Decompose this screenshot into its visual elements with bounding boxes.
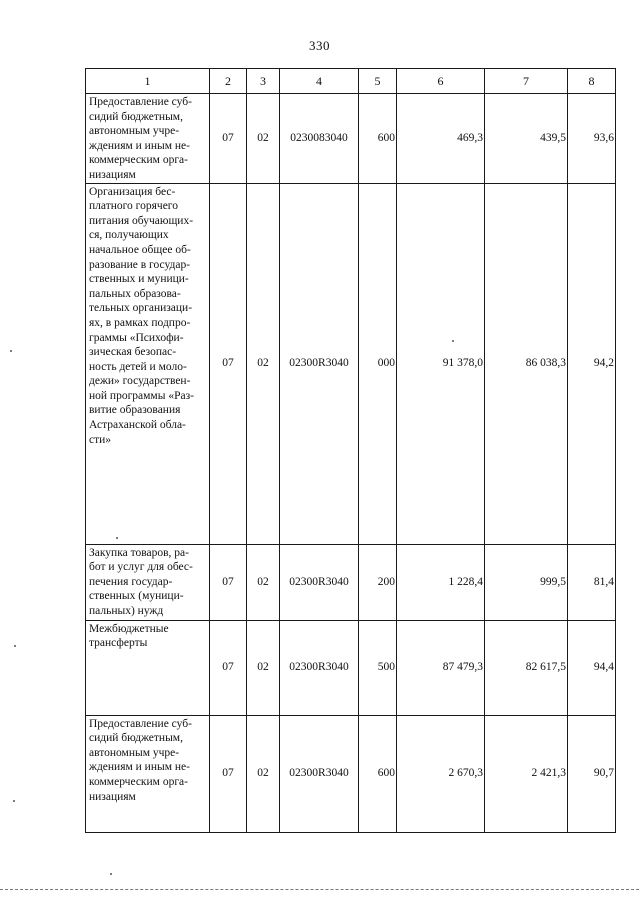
row-name: Организация бес- платного горячего питания обучающих- ся, получающих начальное общее об- разование в государ- ственных и муници- пальных образова- тельных организаци- ях, в рамках подпро- граммы «Психофи- зическая безопас- ность детей и моло- дежи» государствен- ной программы «Раз- витие образования Астраханской обла- сти» bbox=[86, 183, 210, 544]
expense-type-code: 600 bbox=[359, 94, 397, 184]
table-row bbox=[86, 715, 616, 832]
header-col-7: 7 bbox=[485, 69, 568, 94]
target-article-code: 0230083040 bbox=[280, 94, 359, 184]
planned-amount: 2 670,3 bbox=[397, 715, 485, 832]
subsection-code: 02 bbox=[247, 544, 280, 620]
subsection-code: 02 bbox=[247, 715, 280, 832]
subsection-code: 02 bbox=[247, 183, 280, 544]
header-col-5: 5 bbox=[359, 69, 397, 94]
expense-type-code: 600 bbox=[359, 715, 397, 832]
executed-amount: 82 617,5 bbox=[485, 620, 568, 715]
executed-amount: 86 038,3 bbox=[485, 183, 568, 544]
header-col-3: 3 bbox=[247, 69, 280, 94]
planned-amount: 1 228,4 bbox=[397, 544, 485, 620]
table-row bbox=[86, 94, 616, 184]
target-article-code: 02300R3040 bbox=[280, 544, 359, 620]
execution-percent: 81,4 bbox=[568, 544, 616, 620]
table-row bbox=[86, 183, 616, 544]
executed-amount: 439,5 bbox=[485, 94, 568, 184]
row-name: Закупка товаров, ра- бот и услуг для обес- печения государ- ственных (муници- пальных) нужд bbox=[86, 544, 210, 620]
scan-speck bbox=[13, 800, 15, 802]
header-col-2: 2 bbox=[210, 69, 247, 94]
scan-speck bbox=[116, 537, 118, 539]
subsection-code: 02 bbox=[247, 620, 280, 715]
budget-table bbox=[85, 68, 616, 833]
section-code: 07 bbox=[210, 544, 247, 620]
section-code: 07 bbox=[210, 94, 247, 184]
header-col-8: 8 bbox=[568, 69, 616, 94]
execution-percent: 94,4 bbox=[568, 620, 616, 715]
expense-type-code: 500 bbox=[359, 620, 397, 715]
scan-speck bbox=[10, 350, 12, 352]
subsection-code: 02 bbox=[247, 94, 280, 184]
scan-speck bbox=[110, 873, 112, 875]
table-row bbox=[86, 544, 616, 620]
planned-amount: 469,3 bbox=[397, 94, 485, 184]
header-col-1: 1 bbox=[86, 69, 210, 94]
table-row bbox=[86, 620, 616, 715]
page-number: 330 bbox=[309, 38, 330, 53]
target-article-code: 02300R3040 bbox=[280, 183, 359, 544]
expense-type-code: 200 bbox=[359, 544, 397, 620]
row-name: Межбюджетные трансферты bbox=[86, 620, 210, 715]
planned-amount: 87 479,3 bbox=[397, 620, 485, 715]
execution-percent: 94,2 bbox=[568, 183, 616, 544]
executed-amount: 999,5 bbox=[485, 544, 568, 620]
section-code: 07 bbox=[210, 620, 247, 715]
scan-edge-line bbox=[0, 889, 639, 890]
execution-percent: 93,6 bbox=[568, 94, 616, 184]
header-row bbox=[86, 69, 616, 94]
header-col-4: 4 bbox=[280, 69, 359, 94]
row-name: Предоставление суб- сидий бюджетным, автономным учре- ждениям и иным не- коммерческим орга- низациям bbox=[86, 715, 210, 832]
section-code: 07 bbox=[210, 183, 247, 544]
executed-amount: 2 421,3 bbox=[485, 715, 568, 832]
scan-speck bbox=[14, 645, 16, 647]
execution-percent: 90,7 bbox=[568, 715, 616, 832]
target-article-code: 02300R3040 bbox=[280, 620, 359, 715]
row-name: Предоставление суб- сидий бюджетным, автономным учре- ждениям и иным не- коммерческим орга- низациям bbox=[86, 94, 210, 184]
expense-type-code: 000 bbox=[359, 183, 397, 544]
header-col-6: 6 bbox=[397, 69, 485, 94]
planned-amount: 91 378,0 bbox=[397, 183, 485, 544]
section-code: 07 bbox=[210, 715, 247, 832]
scan-speck bbox=[452, 340, 454, 342]
target-article-code: 02300R3040 bbox=[280, 715, 359, 832]
